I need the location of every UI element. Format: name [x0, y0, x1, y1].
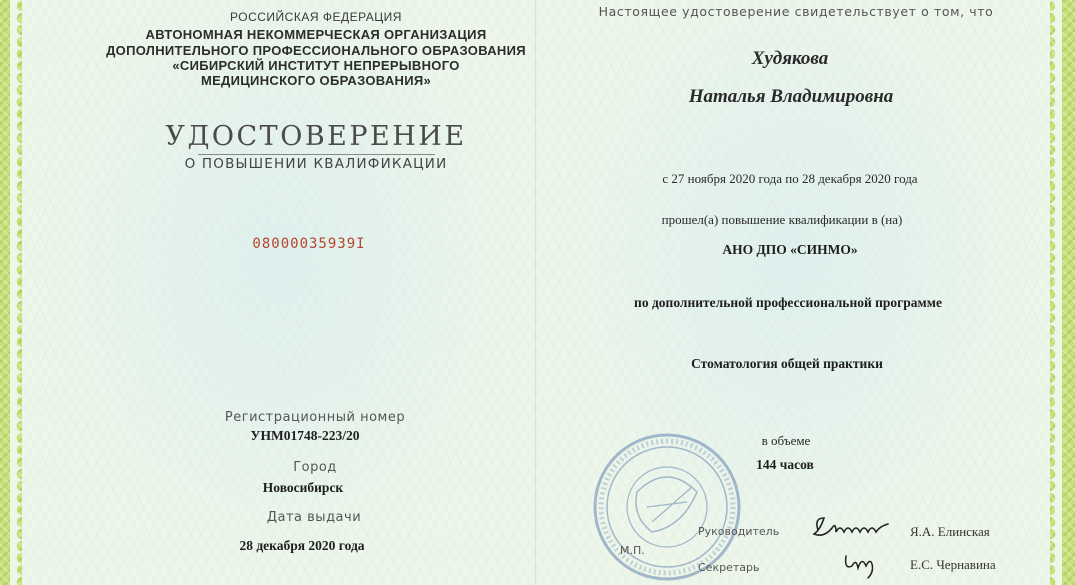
program-name: Стоматология общей практики — [691, 356, 883, 371]
head-name: Я.А. Елинская — [910, 524, 990, 539]
recipient-given-names: Наталья Владимировна — [688, 86, 894, 107]
volume-label: в объеме — [761, 433, 811, 448]
secretary-label: Секретарь — [698, 561, 760, 574]
secretary-signature — [840, 544, 890, 580]
training-period: с 27 ноября 2020 года по 28 декабря 2020 года — [662, 171, 918, 186]
organization-line-4: МЕДИЦИНСКОГО ОБРАЗОВАНИЯ» — [200, 73, 432, 88]
title-divider — [198, 154, 435, 155]
organization-line-3: «СИБИРСКИЙ ИНСТИТУТ НЕПРЕРЫВНОГО — [172, 58, 460, 73]
program-intro: по дополнительной профессиональной программе — [634, 295, 942, 310]
registration-label: Регистрационный номер — [224, 410, 406, 425]
document-subtitle: О ПОВЫШЕНИИ КВАЛИФИКАЦИИ — [184, 156, 448, 172]
city-value: Новосибирск — [262, 480, 344, 495]
organization-line-1: АВТОНОМНАЯ НЕКОММЕРЧЕСКАЯ ОРГАНИЗАЦИЯ — [145, 27, 487, 42]
head-signature — [810, 510, 900, 544]
organization-line-2: ДОПОЛНИТЕЛЬНОГО ПРОФЕССИОНАЛЬНОГО ОБРАЗОВАНИЯ — [106, 43, 526, 58]
hours-value: 144 часов — [756, 457, 814, 472]
right-border-edge — [1050, 0, 1062, 585]
issue-date-value: 28 декабря 2020 года — [239, 538, 365, 553]
head-label: Руководитель — [698, 525, 780, 538]
official-seal-stamp — [592, 432, 742, 582]
serial-number: 08000035939I — [252, 236, 366, 252]
left-border-edge — [10, 0, 22, 585]
seal-label: М.П. — [620, 544, 645, 557]
registration-number: УНМ01748-223/20 — [250, 428, 360, 443]
completion-statement: прошел(а) повышение квалификации в (на) — [661, 212, 903, 227]
secretary-name: Е.С. Чернавина — [910, 557, 996, 572]
page-fold — [535, 0, 537, 585]
document-title: УДОСТОВЕРЕНИЕ — [165, 121, 467, 152]
country-heading: РОССИЙСКАЯ ФЕДЕРАЦИЯ — [230, 10, 402, 24]
institution-name: АНО ДПО «СИНМО» — [722, 242, 858, 257]
certificate-intro: Настоящее удостоверение свидетельствует о том, что — [598, 4, 994, 19]
recipient-surname: Худякова — [751, 48, 829, 69]
issue-date-label: Дата выдачи — [266, 510, 362, 525]
city-label: Город — [293, 460, 337, 475]
